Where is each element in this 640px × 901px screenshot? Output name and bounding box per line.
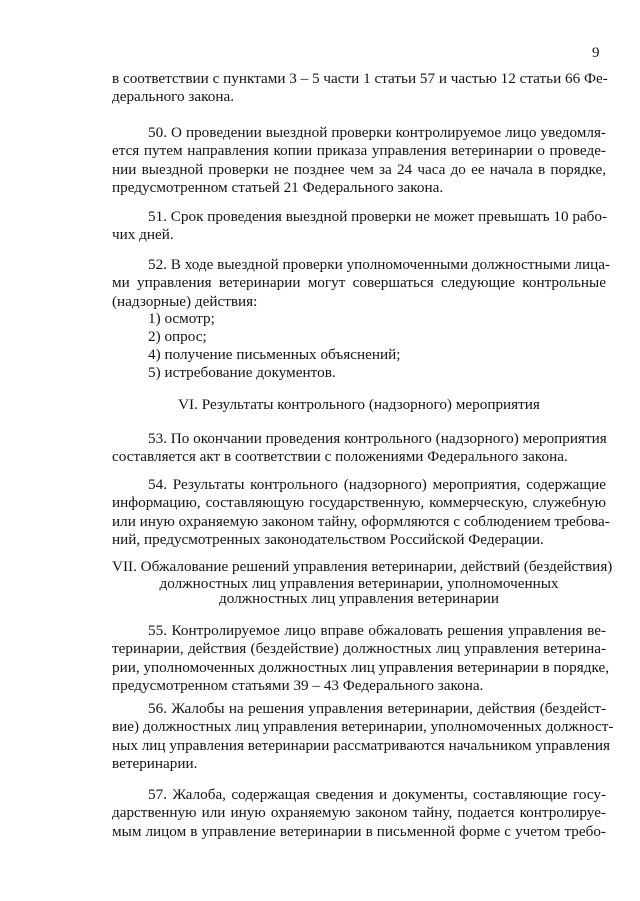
text-line: 57. Жалоба, содержащая сведения и документы, составляющие госу- [148, 786, 606, 803]
paragraph-57 [112, 786, 606, 841]
text-line: рии, уполномоченных должностных лиц управления ветеринарии в порядке, [112, 658, 609, 676]
text-line: 55. Контролируемое лицо вправе обжаловать решения управления ве- [148, 622, 606, 639]
heading-line: должностных лиц управления ветеринарии, уполномоченных [159, 575, 559, 593]
text-line: 54. Результаты контрольного (надзорного) мероприятия, содержащие [148, 476, 606, 493]
text-line: ми управления ветеринарии могут совершаться следующие контрольные [112, 274, 606, 292]
section-heading-vi: VI. Результаты контрольного (надзорного) мероприятия [178, 396, 540, 413]
text-line: предусмотренном статьей 21 Федерального закона. [112, 179, 444, 197]
text-line: 51. Срок проведения выездной проверки не может превышать 10 рабо- [148, 208, 608, 225]
paragraph-53 [112, 430, 606, 467]
paragraph-54 [112, 476, 610, 550]
text-line: дерального закона. [112, 88, 235, 106]
text-line: 50. О проведении выездной проверки контролируемое лицо уведомля- [148, 124, 606, 141]
text-line: теринарии, действия (бездействие) должностных лиц управления ветерина- [112, 640, 606, 658]
text-line: или иную охраняемую законом тайну, оформляются с соблюдением требова- [112, 512, 610, 530]
text-line: ется путем направления копии приказа управления ветеринарии о проведе- [112, 142, 606, 160]
list-item: 4) получение письменных объяснений; [148, 346, 401, 363]
text-line: информацию, составляющую государственную, коммерческую, служебную [112, 494, 606, 512]
text-line: (надзорные) действия: [112, 292, 258, 310]
text-line: 53. По окончании проведения контрольного (надзорного) мероприятия [148, 430, 607, 447]
text-line: чих дней. [112, 226, 174, 244]
text-line: дарственную или иную охраняемую законом тайну, подается контролируе- [112, 804, 606, 822]
heading-line: VII. Обжалование решений управления ветеринарии, действий (бездействия) [112, 558, 613, 575]
paragraph-55 [112, 622, 609, 696]
text-line: ветеринарии. [112, 755, 198, 773]
list-item: 1) осмотр; [148, 310, 215, 327]
section-heading-vii [112, 558, 613, 608]
text-line: 52. В ходе выездной проверки уполномоченными должностными лица- [148, 256, 611, 273]
paragraph-52 [112, 256, 611, 311]
paragraph-50 [112, 124, 606, 198]
text-line: нии выездной проверки не позднее чем за 24 часа до ее начала в порядке, [112, 160, 606, 178]
page-number: 9 [592, 45, 600, 61]
text-line: предусмотренном статьями 39 – 43 Федерального закона. [112, 677, 484, 695]
heading-line: должностных лиц управления ветеринарии [218, 590, 500, 608]
text-line: мым лицом в управление ветеринарии в письменной форме с учетом требо- [112, 822, 606, 840]
list-item: 2) опрос; [148, 328, 207, 345]
paragraph-51 [112, 208, 606, 245]
text-line: ных лиц управления ветеринарии рассматриваются начальником управления [112, 736, 611, 754]
text-line: 56. Жалобы на решения управления ветеринарии, действия (бездейст- [148, 700, 606, 717]
list-item: 5) истребование документов. [148, 364, 336, 381]
paragraph-continuation [112, 70, 606, 107]
text-line: в соответствии с пунктами 3 – 5 части 1 статьи 57 и частью 12 статьи 66 Фе- [112, 70, 608, 87]
text-line: вие) должностных лиц управления ветеринарии, уполномоченных должност- [112, 718, 614, 736]
text-line: составляется акт в соответствии с положениями Федерального закона. [112, 448, 568, 466]
text-line: ний, предусмотренных законодательством Российской Федерации. [112, 531, 544, 549]
paragraph-56 [112, 700, 614, 774]
